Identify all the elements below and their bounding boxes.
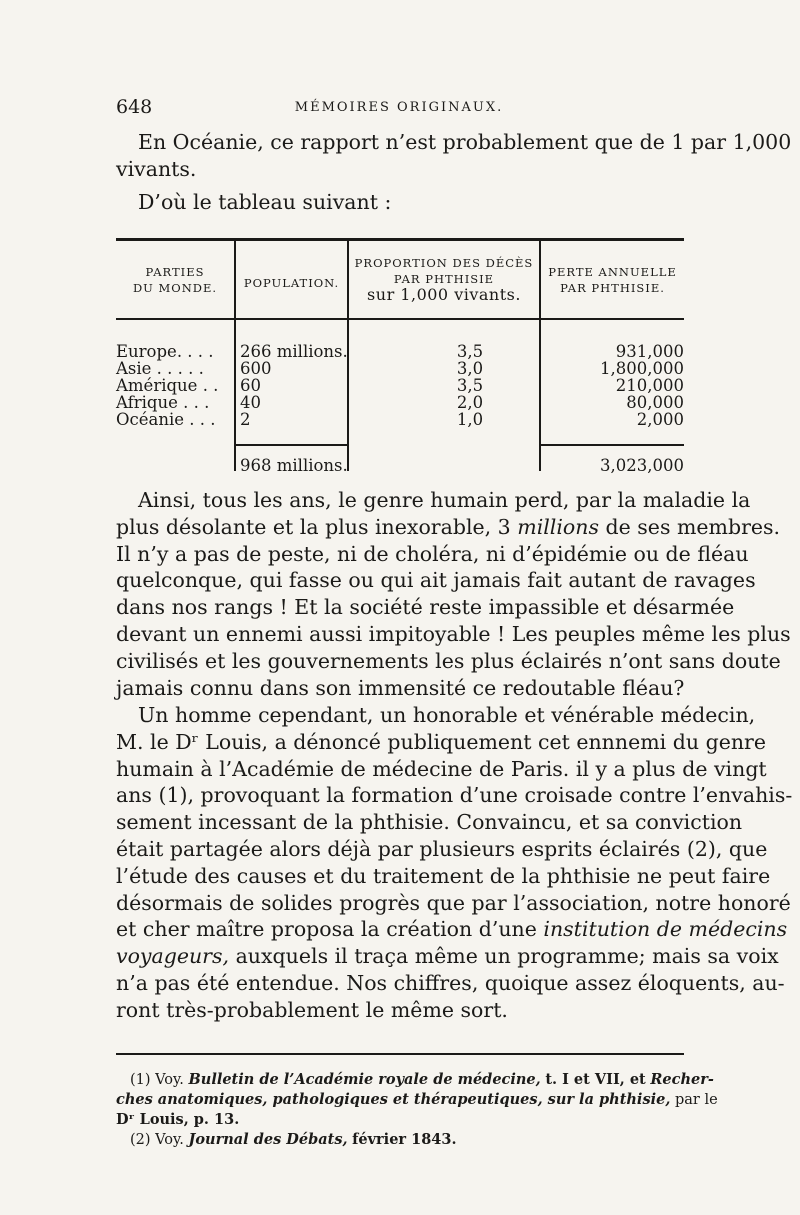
cell-proportion: 3,5 (456, 376, 484, 395)
running-title: MÉMOIRES ORIGINAUX. (294, 100, 504, 115)
footnote-title: ches anatomiques, pathologiques et thérapeutiques, sur la phthisie, (116, 1091, 671, 1108)
text-run: de ses membres. (605, 514, 781, 539)
cell-proportion: 1,0 (456, 410, 484, 429)
text-run: t. I et VII, et (545, 1071, 646, 1088)
total-population: 968 millions. (240, 456, 348, 475)
cell-region: Asie . . . . . (116, 359, 204, 378)
cell-region: Europe. . . . (116, 342, 214, 361)
cell-population: 266 millions. (240, 342, 348, 361)
text-line: dans nos rangs ! Et la société reste impassible et désarmée (116, 595, 735, 620)
cell-proportion: 2,0 (456, 393, 484, 412)
emphasis-voyageurs: voyageurs, (116, 944, 230, 969)
cell-population: 600 (240, 359, 272, 378)
text-line: En Océanie, ce rapport n’est probablement que de 1 par 1,000 (138, 130, 792, 154)
footnote-1-line-3: Dʳ Louis, p. 13. (116, 1111, 240, 1128)
header-line: PARTIES (145, 265, 205, 279)
text-line: Ainsi, tous les ans, le genre humain perd, par la maladie la (138, 488, 751, 512)
cell-perte: 1,800,000 (600, 359, 684, 378)
cell-region: Amérique . . (116, 376, 219, 395)
cell-perte: 210,000 (615, 376, 684, 395)
footnote-title: Bulletin de l’Académie royale de médecine, (188, 1071, 541, 1088)
text-line: humain à l’Académie de médecine de Paris. il y a plus de vingt (116, 756, 767, 781)
running-header (116, 96, 682, 122)
header-line: PERTE ANNUELLE (548, 265, 677, 279)
footnote-marker: (2) Voy. (130, 1132, 184, 1148)
text-line (116, 943, 779, 970)
text-line: vivants. (116, 156, 197, 181)
header-parties (116, 264, 234, 296)
header-perte (541, 264, 684, 296)
cell-perte: 80,000 (626, 393, 684, 412)
header-line: sur 1,000 vivants. (367, 285, 521, 304)
text-line: était partagée alors déjà par plusieurs esprits éclairés (2), que (116, 836, 768, 861)
footnote-title: Journal des Débats, (188, 1131, 348, 1148)
cell-perte: 931,000 (615, 342, 684, 361)
text-line: ront très-probablement le même sort. (116, 997, 508, 1022)
text-line: devant un ennemi aussi impitoyable ! Les peuples même les plus (116, 621, 791, 646)
cell-population: 40 (240, 393, 261, 412)
text-line (116, 514, 781, 541)
text-line: civilisés et les gouvernements les plus éclairés n’ont sans doute (116, 648, 781, 673)
text-line: n’a pas été entendue. Nos chiffres, quoique assez éloquents, au- (116, 970, 785, 995)
text-line: l’étude des causes et du traitement de la phthisie ne peut faire (116, 863, 771, 888)
text-line: ans (1), provoquant la formation d’une croisade contre l’envahis- (116, 783, 793, 808)
text-run: février 1843. (352, 1131, 457, 1148)
header-line: POPULATION. (243, 276, 340, 290)
footnote-rule (116, 1053, 684, 1055)
cell-region: Afrique . . . (116, 393, 210, 412)
paragraph-2 (116, 702, 793, 1024)
text-run: auxquels il traça même un programme; mais sa voix (235, 944, 779, 969)
header-population (236, 275, 347, 291)
page-number: 648 (116, 96, 153, 118)
table-header-rule (116, 318, 684, 320)
total-rule-perte (541, 444, 684, 446)
text-line: désormais de solides progrès que par l’association, notre honoré (116, 890, 791, 915)
emphasis-millions: millions (517, 514, 599, 539)
cell-proportion: 3,0 (456, 359, 484, 378)
footnote-1-line-1 (116, 1070, 714, 1090)
cell-region: Océanie . . . (116, 410, 216, 429)
header-line: PAR PHTHISIE. (560, 281, 665, 295)
cell-population: 60 (240, 376, 261, 395)
text-line: Il n’y a pas de peste, ni de choléra, ni d’épidémie ou de fléau (116, 541, 749, 566)
footnote-marker: (1) Voy. (130, 1072, 184, 1088)
text-line: jamais connu dans son immensité ce redoutable fléau? (116, 675, 685, 700)
text-line: Un homme cependant, un honorable et vénérable médecin, (138, 703, 756, 727)
text-run: plus désolante et la plus inexorable, 3 (116, 514, 511, 539)
total-rule-population (236, 444, 347, 446)
text-run: et cher maître proposa la création d’une (116, 917, 537, 942)
text-line: D’où le tableau suivant : (138, 189, 392, 214)
footnote-title: Recher- (650, 1071, 714, 1088)
text-line (116, 916, 788, 943)
header-line: DU MONDE. (132, 281, 218, 295)
header-line: PROPORTION DES DÉCÈS (354, 256, 534, 270)
footnotes (116, 1070, 718, 1150)
text-run: par le (675, 1092, 718, 1108)
text-line: M. le Dʳ Louis, a dénoncé publiquement cet ennnemi du genre (116, 729, 766, 754)
header-line: PAR PHTHISIE (393, 272, 495, 286)
footnote-2 (116, 1130, 684, 1150)
emphasis-institution: institution de médecins (543, 917, 788, 942)
total-perte: 3,023,000 (600, 456, 684, 475)
cell-population: 2 (240, 410, 251, 429)
cell-proportion: 3,5 (456, 342, 484, 361)
header-proportion (349, 255, 539, 303)
footnote-1-line-2 (116, 1090, 718, 1110)
table-top-rule (116, 238, 684, 241)
cell-perte: 2,000 (636, 410, 684, 429)
paragraph-1 (116, 487, 791, 701)
text-line: sement incessant de la phthisie. Convaincu, et sa conviction (116, 810, 743, 835)
intro-paragraph (116, 129, 792, 215)
text-line: quelconque, qui fasse ou qui ait jamais fait autant de ravages (116, 568, 756, 593)
